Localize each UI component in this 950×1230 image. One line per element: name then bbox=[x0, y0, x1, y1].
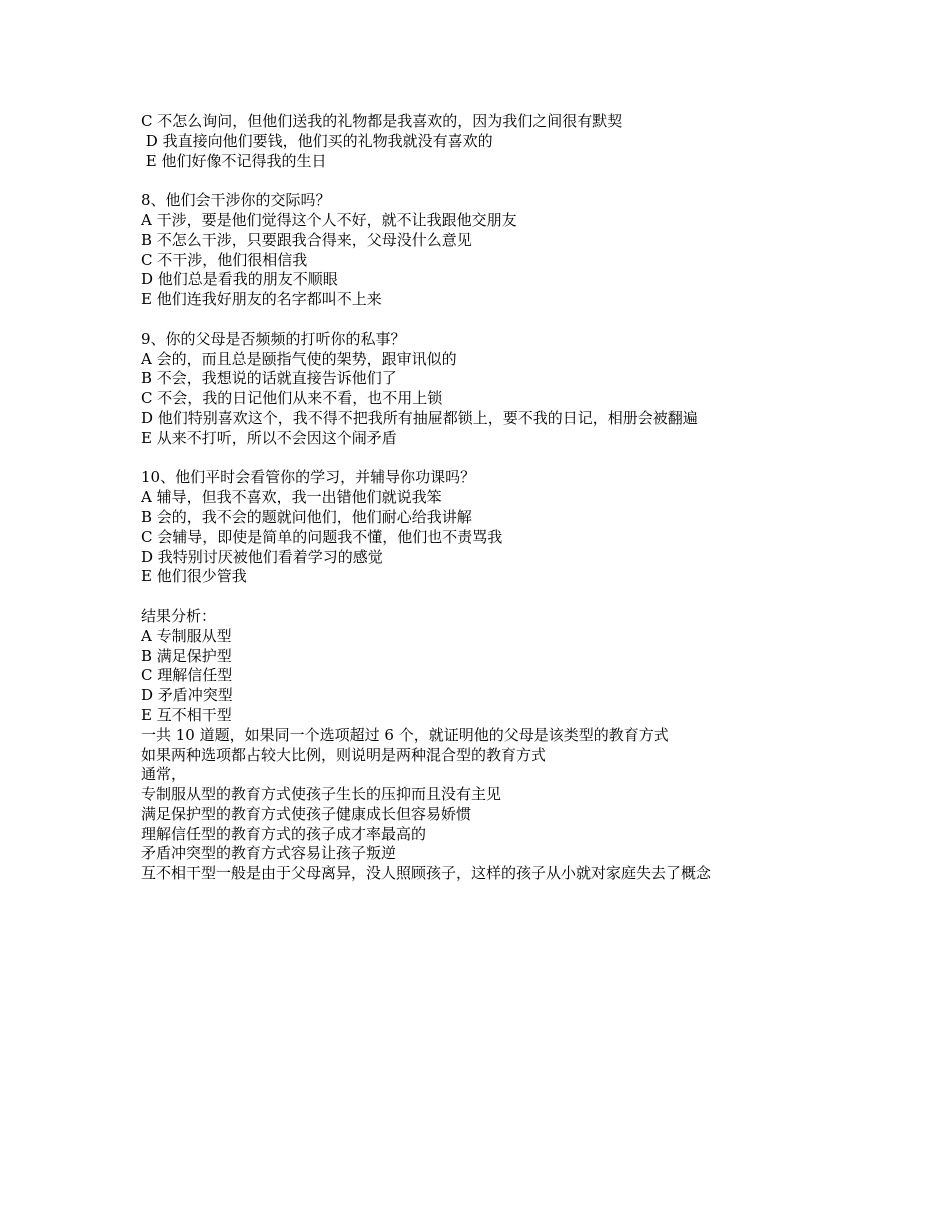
q7-option-e: E 他们好像不记得我的生日 bbox=[141, 151, 327, 170]
paragraph-gap bbox=[141, 587, 921, 607]
q9-option-c: C 不会，我的日记他们从来不看，也不用上锁 bbox=[141, 389, 443, 408]
analysis-type-c: C 理解信任型 bbox=[141, 666, 233, 685]
analysis-note: 互不相干型一般是由于父母离异，没人照顾孩子，这样的孩子从小就对家庭失去了概念 bbox=[141, 864, 712, 883]
q10-question: 10、他们平时会看管你的学习，并辅导你功课吗？ bbox=[141, 468, 476, 487]
analysis-type-d: D 矛盾冲突型 bbox=[141, 686, 233, 705]
analysis-note: 通常， bbox=[141, 765, 187, 784]
analysis-note: 一共 10 道题，如果同一个选项超过 6 个，就证明他的父母是该类型的教育方式 bbox=[141, 725, 669, 744]
q8-option-d: D 他们总是看我的朋友不顺眼 bbox=[141, 270, 338, 289]
analysis-type-a: A 专制服从型 bbox=[141, 626, 232, 645]
question-9 bbox=[141, 330, 921, 449]
q8-question: 8、他们会干涉你的交际吗？ bbox=[141, 191, 331, 210]
question-8 bbox=[141, 191, 921, 310]
paragraph-gap bbox=[141, 310, 921, 330]
analysis-type-b: B 满足保护型 bbox=[141, 646, 232, 665]
question-10 bbox=[141, 468, 921, 587]
q10-option-d: D 我特别讨厌被他们看着学习的感觉 bbox=[141, 547, 383, 566]
q9-option-b: B 不会，我想说的话就直接告诉他们了 bbox=[141, 369, 397, 388]
analysis-type-e: E 互不相干型 bbox=[141, 705, 232, 724]
q8-option-e: E 他们连我好朋友的名字都叫不上来 bbox=[141, 290, 382, 309]
q7-option-c: C 不怎么询问，但他们送我的礼物都是我喜欢的，因为我们之间很有默契 bbox=[141, 112, 623, 130]
q9-option-d: D 他们特别喜欢这个，我不得不把我所有抽屉都锁上，要不我的日记，相册会被翻遍 bbox=[141, 408, 698, 427]
q10-option-e: E 他们很少管我 bbox=[141, 567, 247, 586]
q8-option-b: B 不怎么干涉，只要跟我合得来，父母没什么意见 bbox=[141, 230, 472, 249]
q8-option-c: C 不干涉，他们很相信我 bbox=[141, 250, 308, 269]
q8-option-a: A 干涉，要是他们觉得这个人不好，就不让我跟他交朋友 bbox=[141, 210, 517, 229]
q10-option-b: B 会的，我不会的题就问他们，他们耐心给我讲解 bbox=[141, 507, 472, 526]
analysis-note: 专制服从型的教育方式使孩子生长的压抑而且没有主见 bbox=[141, 785, 502, 804]
analysis-note: 理解信任型的教育方式的孩子成才率最高的 bbox=[141, 824, 427, 843]
paragraph-gap bbox=[141, 449, 921, 469]
document-page bbox=[141, 112, 921, 884]
analysis-note: 满足保护型的教育方式使孩子健康成长但容易娇惯 bbox=[141, 804, 472, 823]
analysis-note: 矛盾冲突型的教育方式容易让孩子叛逆 bbox=[141, 844, 397, 863]
paragraph-gap bbox=[141, 171, 921, 191]
result-analysis bbox=[141, 607, 921, 884]
analysis-note: 如果两种选项都占较大比例，则说明是两种混合型的教育方式 bbox=[141, 745, 547, 764]
analysis-title: 结果分析： bbox=[141, 606, 217, 625]
q9-question: 9、你的父母是否频频的打听你的私事？ bbox=[141, 329, 406, 348]
q9-option-a: A 会的，而且总是颐指气使的架势，跟审讯似的 bbox=[141, 349, 457, 368]
question-7-continued bbox=[141, 112, 921, 171]
q10-option-c: C 会辅导，即使是简单的问题我不懂，他们也不责骂我 bbox=[141, 527, 503, 546]
q9-option-e: E 从来不打听，所以不会因这个闹矛盾 bbox=[141, 428, 397, 447]
q10-option-a: A 辅导，但我不喜欢，我一出错他们就说我笨 bbox=[141, 488, 442, 507]
q7-option-d: D 我直接向他们要钱，他们买的礼物我就没有喜欢的 bbox=[141, 131, 493, 150]
